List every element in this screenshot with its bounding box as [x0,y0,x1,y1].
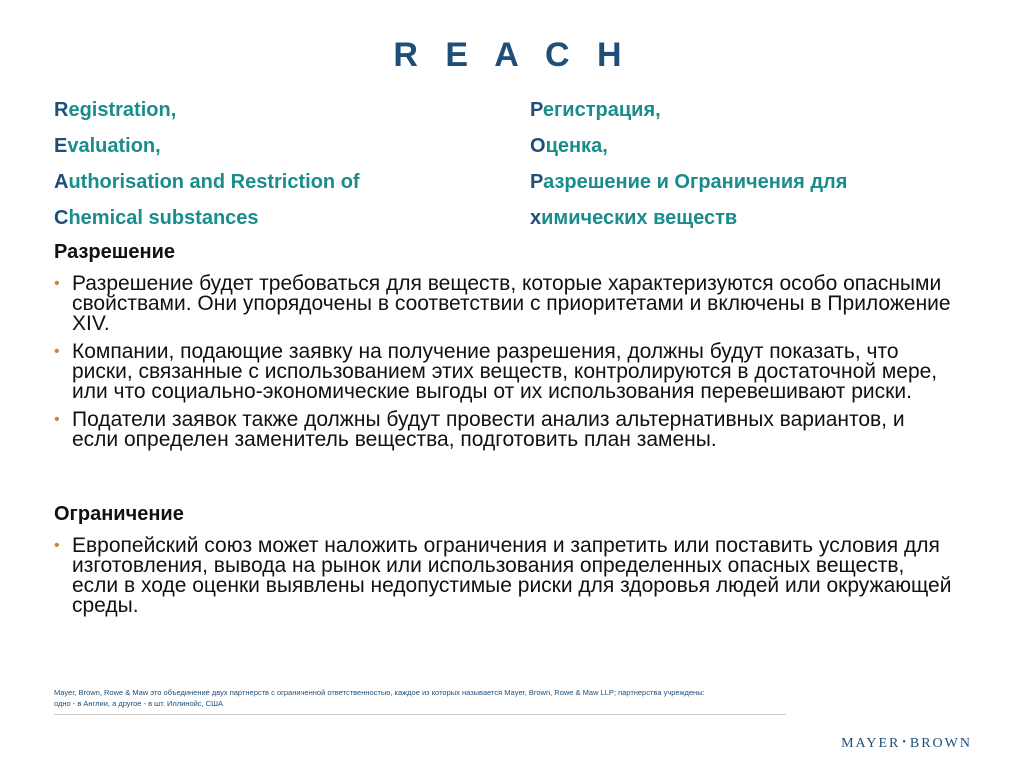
acronym-word: имических веществ [541,207,738,229]
authorisation-section [54,238,954,450]
acronym-word: egistration, [68,99,177,121]
acronym-line-registratsiya [530,92,970,128]
acronym-line-khimicheskikh [530,200,970,236]
acronym-letter: Р [530,99,543,121]
acronym-line-razreshenie [530,164,970,200]
bullet-text: Компании, подающие заявку на получение разрешения, должны будут показать, что риски, связанные с использованием этих веществ, контролируются в достаточной мере, или что социально-экономические выгоды от их использования перевешивают риски. [72,340,938,403]
footer-divider [54,714,786,715]
list-item [54,410,954,450]
acronym-line-otsenka [530,128,970,164]
bullet-text: Податели заявок также должны будут провести анализ альтернативных вариантов, и если определен заменитель вещества, подготовить план замены. [72,408,905,451]
acronym-word: егистрация, [542,99,661,121]
logo-word: MAYER [841,736,901,751]
acronym-word: ценка, [545,135,608,157]
list-item [54,274,954,334]
acronym-word: valuation, [67,135,161,157]
acronym-line-authorisation [54,164,494,200]
bullet-list [54,274,954,450]
acronym-word: азрешение и Ограничения для [543,171,848,193]
acronym-letter: A [54,171,69,193]
acronym-line-evaluation [54,128,494,164]
acronym-letter: R [54,99,69,121]
bullet-text: Европейский союз может наложить ограничения и запретить или поставить условия для изготовления, вывода на рынок или использования определенных опасных веществ, если в ходе оценки выявлены недопустимые риски для здоровья людей или окружающей среды. [72,534,952,617]
bullet-icon: • [54,343,60,360]
acronym-word: uthorisation and Restriction of [68,171,360,193]
logo-word: BROWN [909,736,972,751]
acronym-letter: E [54,135,68,157]
list-item [54,536,954,616]
acronym-word: hemical substances [68,207,259,229]
footer-line: одно - в Англии, а другое - в шт. Иллинойс, США [54,699,224,708]
restriction-section [54,500,954,616]
mayer-brown-logo [841,736,972,752]
acronym-letter: Р [530,171,544,193]
acronym-line-chemical [54,200,494,236]
footer-disclaimer [54,687,814,709]
bullet-icon: • [54,275,60,292]
bullet-icon: • [54,537,60,554]
section-heading: Ограничение [54,503,184,525]
footer-line: Mayer, Brown, Rowe & Maw это объединение двух партнерств с ограниченной ответственностью, каждое из которых называется Mayer, Brown, Rowe & Maw LLP; партнерства учреждены: [54,688,705,697]
acronym-english-column [54,92,494,236]
section-heading: Разрешение [54,241,176,263]
bullet-list [54,536,954,616]
acronym-letter: C [54,207,69,229]
acronym-letter: х [530,207,542,229]
logo-dot-icon: • [902,737,908,748]
bullet-icon: • [54,411,60,428]
list-item [54,342,954,402]
acronym-line-registration [54,92,494,128]
acronym-russian-column [530,92,970,236]
bullet-text: Разрешение будет требоваться для веществ, которые характеризуются особо опасными свойствами. Они упорядочены в соответствии с приоритетами и включены в Приложение XIV. [72,272,951,335]
acronym-letter: О [530,135,546,157]
slide-title: R E A C H [393,36,631,74]
